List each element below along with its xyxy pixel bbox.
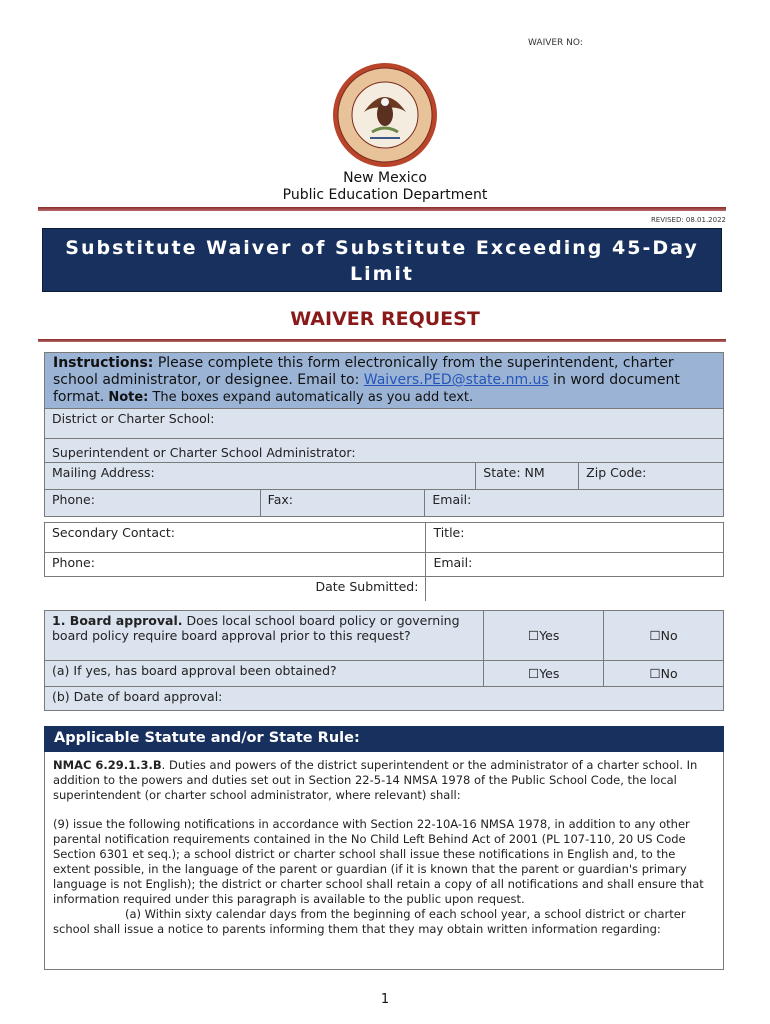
instructions-text-end: in word document format. bbox=[53, 372, 680, 405]
submission-email-link[interactable]: Waivers.PED@state.nm.us bbox=[363, 372, 549, 388]
secondary-email-field[interactable]: Email: bbox=[426, 553, 724, 577]
date-submitted-field[interactable] bbox=[426, 577, 724, 601]
department-state: New Mexico bbox=[343, 170, 427, 186]
board-approval-text: Does local school board policy or governing board policy require board approval prior to this request? bbox=[52, 613, 460, 643]
divider bbox=[38, 339, 726, 342]
board-approval-no-checkbox[interactable]: ☐No bbox=[604, 611, 724, 661]
divider bbox=[38, 207, 726, 211]
state-seal-logo bbox=[332, 62, 438, 168]
statute-body bbox=[44, 752, 724, 970]
zip-code-field[interactable]: Zip Code: bbox=[579, 463, 724, 490]
superintendent-field[interactable]: Superintendent or Charter School Administrator: bbox=[45, 439, 724, 463]
statute-reference: NMAC 6.29.1.3.B bbox=[53, 758, 162, 772]
instructions-text: Please complete this form electronically from the superintendent, charter school administrator, or designee. Email to: bbox=[53, 355, 674, 388]
secondary-contact-field[interactable]: Secondary Contact: bbox=[45, 523, 426, 553]
state-field[interactable]: State: NM bbox=[476, 463, 579, 490]
page-number: 1 bbox=[380, 992, 390, 1007]
date-submitted-label: Date Submitted: bbox=[45, 577, 426, 601]
board-approval-label: 1. Board approval. bbox=[52, 613, 183, 628]
note-label: Note: bbox=[108, 390, 149, 405]
instructions-cell bbox=[45, 353, 724, 409]
statute-paragraph-2: (9) issue the following notifications in accordance with Section 22-10A-16 NMSA 1978, in addition to any other parental notification requirements contained in the No Child Left Behind Act of 2001 (PL 107-110, 20 US Code Section 6301 et seq.); a school district or charter school shall issue these notifications in English and, to the extent possible, in the language of the parent or guardian (if it is known that the parent or guardian's primary language is not English); the district or charter school shall retain a copy of all notifications and shall ensure that information required under this paragraph is available to the public upon request. bbox=[53, 817, 704, 906]
department-name: Public Education Department bbox=[282, 187, 488, 203]
waiver-number-label: WAIVER NO: bbox=[528, 38, 583, 48]
approval-obtained-question: (a) If yes, has board approval been obtained? bbox=[45, 661, 484, 687]
statute-paragraph-3: (a) Within sixty calendar days from the beginning of each school year, a school district or charter school shall issue a notice to parents informing them that they may obtain written information regarding: bbox=[53, 907, 686, 936]
fax-field[interactable]: Fax: bbox=[260, 490, 425, 517]
secondary-phone-field[interactable]: Phone: bbox=[45, 553, 426, 577]
form-title: Substitute Waiver of Substitute Exceeding 45-Day Limit bbox=[42, 228, 722, 292]
note-text: The boxes expand automatically as you add text. bbox=[148, 390, 474, 405]
board-approval-table bbox=[44, 610, 724, 711]
applicant-info-table bbox=[44, 352, 724, 517]
section-title: WAIVER REQUEST bbox=[290, 308, 480, 330]
approval-date-field[interactable]: (b) Date of board approval: bbox=[45, 687, 724, 711]
approval-obtained-no-checkbox[interactable]: ☐No bbox=[604, 661, 724, 687]
board-approval-yes-checkbox[interactable]: ☐Yes bbox=[484, 611, 604, 661]
board-approval-question bbox=[45, 611, 484, 661]
email-field[interactable]: Email: bbox=[425, 490, 724, 517]
title-field[interactable]: Title: bbox=[426, 523, 724, 553]
mailing-address-field[interactable]: Mailing Address: bbox=[45, 463, 476, 490]
approval-obtained-yes-checkbox[interactable]: ☐Yes bbox=[484, 661, 604, 687]
revised-date: REVISED: 08.01.2022 bbox=[650, 216, 726, 224]
secondary-contact-table bbox=[44, 522, 724, 601]
district-field[interactable]: District or Charter School: bbox=[45, 409, 724, 439]
instructions-label: Instructions: bbox=[53, 355, 154, 371]
statute-heading: Applicable Statute and/or State Rule: bbox=[44, 726, 724, 752]
phone-field[interactable]: Phone: bbox=[45, 490, 261, 517]
statute-paragraph-1: . Duties and powers of the district superintendent or the administrator of a charter school. In addition to the powers and duties set out in Section 22-5-14 NMSA 1978 of the Public School Code, the local superintendent (or charter school administrator, where relevant) shall: bbox=[53, 758, 698, 802]
